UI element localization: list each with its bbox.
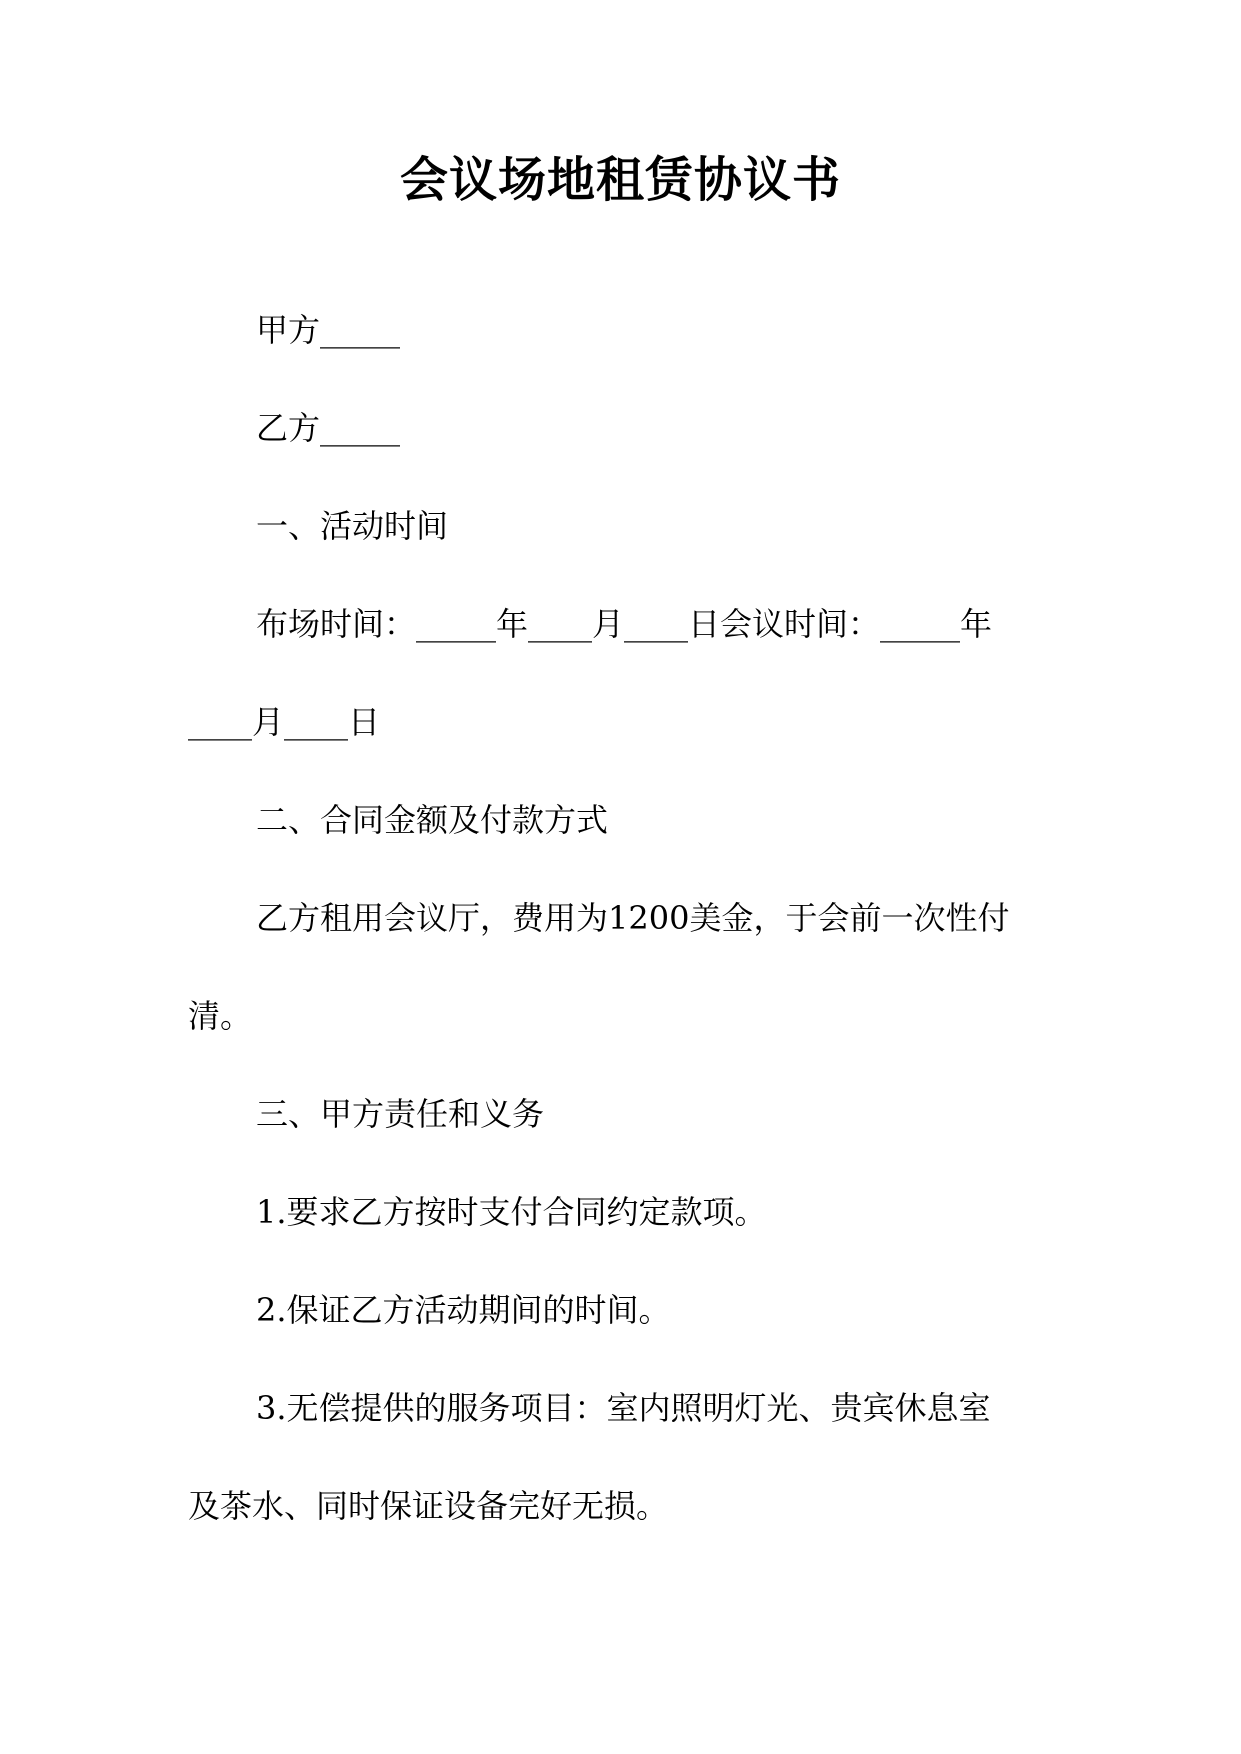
party-b-line: 乙方_____ [256,409,401,447]
clause-2: 2.保证乙方活动期间的时间。 [256,1291,671,1329]
document-title: 会议场地租赁协议书 [399,152,841,208]
clause-1: 1.要求乙方按时支付合同约定款项。 [256,1193,767,1231]
section-1-heading: 一、活动时间 [256,507,449,545]
party-a-line: 甲方_____ [256,311,401,349]
fee-line: 乙方租用会议厅，费用为1200美金，于会前一次性付 [256,899,1010,937]
section-3-heading: 三、甲方责任和义务 [256,1095,545,1133]
setup-time-line-cont: ____月____日 [188,703,381,741]
clause-3: 3.无偿提供的服务项目：室内照明灯光、贵宾休息室 [256,1389,991,1427]
setup-time-line: 布场时间：_____年____月____日会议时间：_____年 [256,605,993,643]
section-2-heading: 二、合同金额及付款方式 [256,801,609,839]
clause-3-cont: 及茶水、同时保证设备完好无损。 [188,1487,669,1525]
fee-line-cont: 清。 [188,997,253,1035]
